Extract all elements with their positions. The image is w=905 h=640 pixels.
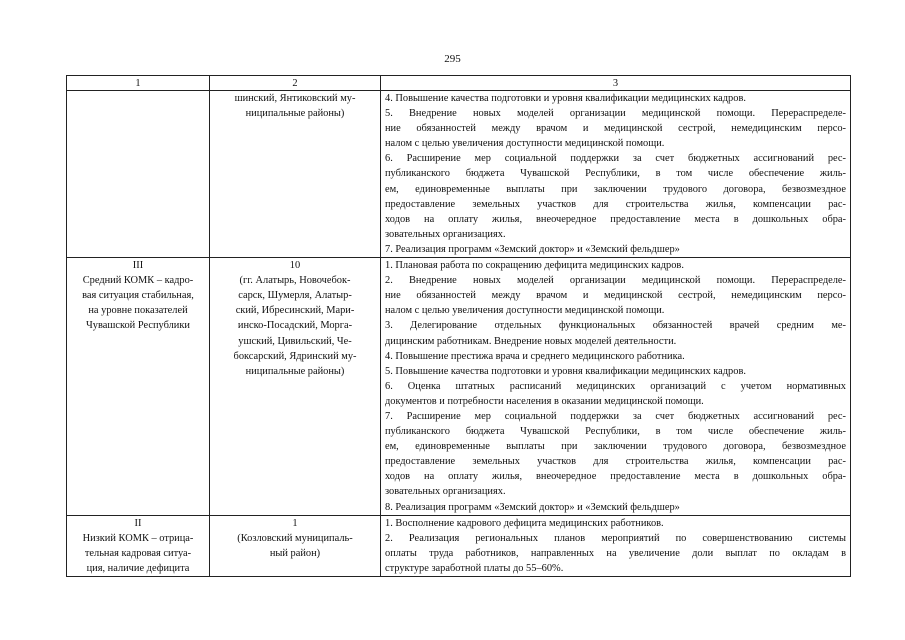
text-line: Низкий КОМК – отрица- [82, 532, 194, 544]
text-line: (Козловский муниципаль- [237, 532, 353, 544]
text-line: 6. Расширение мер социальной поддержки за счет бюджетных ассигнований рес- [385, 153, 846, 165]
text-line: налом с целью увеличения доступности медицинской помощи. [385, 138, 665, 150]
text-line: 6. Оценка штатных расписаний медицинских организаций с учетом нормативных [385, 380, 846, 392]
column-number-1: 1 [67, 76, 210, 91]
text-line: II [134, 517, 142, 529]
text-line: публиканского бюджета Чувашской Республики, в том числе обеспечение жиль- [385, 426, 846, 438]
text-line: 4. Повышение качества подготовки и уровня квалификации медицинских кадров. [385, 93, 746, 104]
text-line: публиканского бюджета Чувашской Республики, в том числе обеспечение жиль- [385, 168, 846, 180]
text-line: 1. Плановая работа по сокращению дефицита медицинских кадров. [385, 260, 684, 272]
text-line: вая ситуация стабильная, [82, 290, 194, 302]
text-line: ниципальные районы) [245, 108, 345, 120]
text-line: 1. Восполнение кадрового дефицита медицинских работников. [385, 517, 664, 529]
measures-table [66, 75, 851, 577]
text-line: ный район) [269, 547, 321, 559]
table-cell-col1 [67, 91, 210, 258]
table-cell-col2 [210, 515, 381, 576]
text-line: ние обязанностей между врачом и медицинской сестрой, немедицинским персо- [385, 290, 846, 302]
text-line: 8. Реализация программ «Земский доктор» и «Земский фельдшер» [385, 501, 680, 513]
column-number-2: 2 [210, 76, 381, 91]
text-line: боксарский, Ядринский му- [233, 350, 357, 362]
text-line: Чувашской Республики [86, 320, 190, 332]
text-line: ходов на оплату жилья, внеочередное предоставление места в дошкольных обра- [385, 213, 846, 225]
text-line: предоставление земельных участков для строительства жилья, компенсации рас- [385, 198, 846, 210]
text-line: 5. Повышение качества подготовки и уровня квалификации медицинских кадров. [385, 365, 746, 377]
text-line: III [132, 260, 144, 272]
text-line: дицинским работникам. Внедрение новых моделей деятельности. [385, 335, 677, 347]
table-row [67, 91, 851, 258]
text-line: 4. Повышение престижа врача и среднего медицинского работника. [385, 350, 685, 362]
text-line: инско-Посадский, Морга- [237, 320, 353, 332]
table-cell-col2 [210, 258, 381, 516]
column-number-3: 3 [381, 76, 851, 91]
text-line: Средний КОМК – кадро- [82, 275, 194, 287]
table-cell-col1 [67, 258, 210, 516]
text-line: 10 [289, 260, 301, 272]
text-line: ем, единовременные выплаты при заключении трудового договора, безвозмездное [385, 183, 846, 195]
text-line: оплаты труда работников, направленных на увеличение доли выплат по окладам в [385, 547, 846, 559]
text-line: ем, единовременные выплаты при заключении трудового договора, безвозмездное [385, 441, 846, 453]
text-line: структуре заработной платы до 55–60%. [385, 562, 564, 574]
page-number: 295 [444, 53, 461, 65]
table-cell-col3 [381, 515, 851, 576]
table-row [67, 515, 851, 576]
text-line: 7. Реализация программ «Земский доктор» и «Земский фельдшер» [385, 243, 680, 255]
table-cell-col3 [381, 91, 851, 258]
table-cell-col3 [381, 258, 851, 516]
table-cell-col2 [210, 91, 381, 258]
text-line: зовательных организациях. [385, 486, 506, 498]
text-line: (гг. Алатырь, Новочебок- [239, 275, 351, 287]
text-line: 5. Внедрение новых моделей организации медицинской помощи. Перераспределе- [385, 108, 846, 120]
text-line: 3. Делегирование отдельных функциональных обязанностей врачей средним ме- [385, 320, 846, 332]
table-row [67, 258, 851, 516]
text-line: налом с целью увеличения доступности медицинской помощи. [385, 305, 665, 317]
text-line: 2. Реализация региональных планов мероприятий по совершенствованию системы [385, 532, 846, 544]
text-line: на уровне показателей [88, 305, 188, 317]
text-line: зовательных организациях. [385, 228, 506, 240]
text-line: 1 [292, 517, 298, 529]
text-line: ходов на оплату жилья, внеочередное предоставление места в дошкольных обра- [385, 471, 846, 483]
text-line: ция, наличие дефицита [86, 562, 190, 574]
text-line: 7. Расширение мер социальной поддержки за счет бюджетных ассигнований рес- [385, 410, 846, 422]
text-line: ский, Ибресинский, Мари- [235, 305, 355, 317]
text-line: тельная кадровая ситуа- [84, 547, 192, 559]
text-line: документов и потребности населения в оказании медицинской помощи. [385, 395, 704, 407]
text-line: шинский, Янтиковский му- [234, 93, 356, 104]
text-line: ние обязанностей между врачом и медицинской сестрой, немедицинским персо- [385, 123, 846, 135]
text-line: предоставление земельных участков для строительства жилья, компенсации рас- [385, 456, 846, 468]
text-line: ушский, Цивильский, Че- [238, 335, 352, 347]
text-line: ниципальные районы) [245, 365, 345, 377]
table-cell-col1 [67, 515, 210, 576]
text-line: сарск, Шумерля, Алатыр- [238, 290, 352, 302]
column-number-row [67, 76, 851, 91]
text-line: 2. Внедрение новых моделей организации медицинской помощи. Перераспределе- [385, 275, 846, 287]
